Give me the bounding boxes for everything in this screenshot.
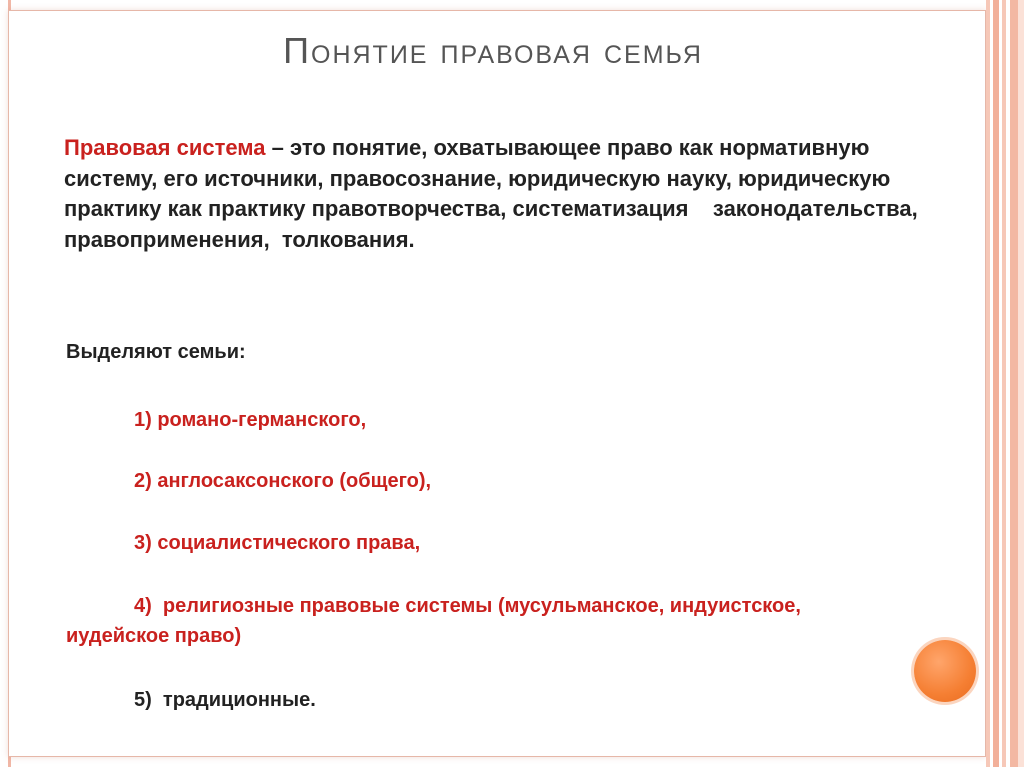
family-item-anglo-saxon: 2) англосаксонского (общего), — [134, 470, 432, 492]
families-heading: Выделяют семьи: — [66, 341, 246, 363]
slide-title: Понятие правовая семья — [283, 30, 703, 71]
family-item-socialist: 3) социалистического права, — [134, 532, 421, 554]
definition-paragraph — [64, 133, 924, 255]
definition-text: – это понятие, охватывающее право как нормативную систему, его источники, правосознание, юридическую науку, юридическую практику как практику правотворчества, систематизация законодательства, правоприменения, толкования. — [64, 135, 924, 252]
orange-circle-icon — [914, 640, 976, 702]
family-item-romano-germanic: 1) романо-германского, — [134, 409, 367, 431]
family-item-religious: 4) религиозные правовые системы (мусульманское, индуистское, иудейское право) — [66, 595, 807, 647]
right-decorative-stripes — [986, 0, 1024, 767]
definition-term: Правовая система — [64, 135, 266, 160]
family-item-traditional: 5) традиционные. — [134, 689, 316, 711]
